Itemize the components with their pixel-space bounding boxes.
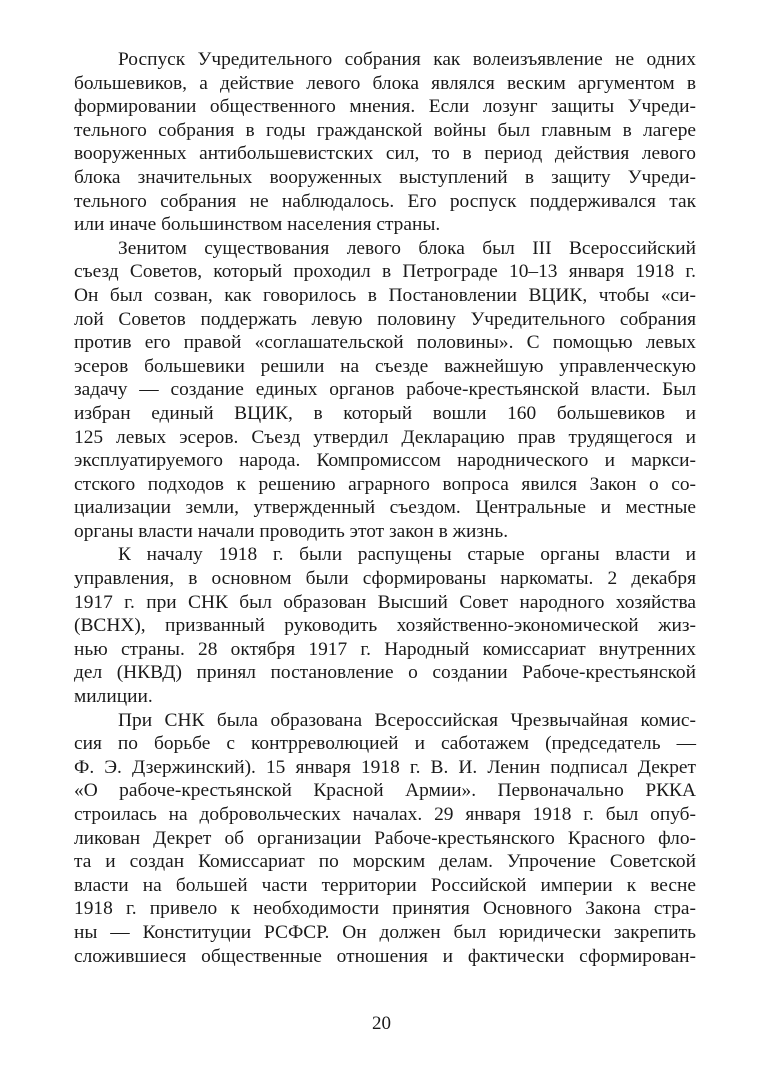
text-line: та и создан Комиссариат по морским делам. Упрочение Советской <box>74 851 696 873</box>
text-line: ны — Конституции РСФСР. Он должен был юридически закрепить <box>74 921 696 943</box>
text-line: лой Советов поддержать левую половину Учредительного собрания <box>74 308 696 330</box>
text-line: 1917 г. при СНК был образован Высший Совет народного хозяйства <box>74 591 696 613</box>
text-line: власти на большей части территории Российской империи к весне <box>74 874 696 896</box>
text-line: дел (НКВД) принял постановление о создании Рабоче-крестьянской <box>74 662 696 684</box>
text-line: Зенитом существования левого блока был III Всероссийский <box>118 237 696 259</box>
text-line: Ф. Э. Дзержинский). 15 января 1918 г. В. И. Ленин подписал Декрет <box>74 756 696 778</box>
text-line: Он был созван, как говорилось в Постановлении ВЦИК, чтобы «си- <box>74 284 696 306</box>
text-line: избран единый ВЦИК, в который вошли 160 большевиков и <box>74 402 696 424</box>
text-line: вооруженных антибольшевистских сил, то в период действия левого <box>74 143 696 165</box>
text-line: К началу 1918 г. были распущены старые органы власти и <box>118 544 696 566</box>
text-line: циализации земли, утвержденный съездом. Центральные и местные <box>74 497 696 519</box>
text-line: стского подходов к решению аграрного вопроса явился Закон о со- <box>74 473 696 495</box>
text-line: 125 левых эсеров. Съезд утвердил Декларацию прав трудящегося и <box>74 426 696 448</box>
text-line: милиции. <box>74 686 153 708</box>
text-line: эксплуатируемого народа. Компромиссом народнического и маркси- <box>74 450 696 472</box>
text-line: большевиков, а действие левого блока являлся веским аргументом в <box>74 72 696 94</box>
text-line: формировании общественного мнения. Если лозунг защиты Учреди- <box>74 96 696 118</box>
text-line: ликован Декрет об организации Рабоче-крестьянского Красного фло- <box>74 827 696 849</box>
text-line: против его правой «соглашательской половины». С помощью левых <box>74 332 696 354</box>
text-line: тельного собрания не наблюдалось. Его роспуск поддерживался так <box>74 190 696 212</box>
text-line: Роспуск Учредительного собрания как волеизъявление не одних <box>118 49 696 70</box>
text-line: (ВСНХ), призванный руководить хозяйственно-экономической жиз- <box>74 615 696 637</box>
body-text <box>74 48 696 968</box>
text-line: «О рабоче-крестьянской Красной Армии». Первоначально РККА <box>74 780 696 802</box>
text-line: сия по борьбе с контрреволюцией и саботажем (председатель — <box>74 733 696 755</box>
text-line: При СНК была образована Всероссийская Чрезвычайная комис- <box>118 709 696 731</box>
text-line: управления, в основном были сформированы наркоматы. 2 декабря <box>74 568 696 590</box>
text-line: нью страны. 28 октября 1917 г. Народный комиссариат внутренних <box>74 638 696 660</box>
text-line: 1918 г. привело к необходимости принятия Основного Закона стра- <box>74 898 696 920</box>
text-line: или иначе большинством населения страны. <box>74 214 441 236</box>
text-line: органы власти начали проводить этот закон в жизнь. <box>74 520 509 542</box>
text-line: строилась на добровольческих началах. 29 января 1918 г. был опуб- <box>74 804 696 825</box>
text-line: эсеров большевики решили на съезде важнейшую управленческую <box>74 355 696 377</box>
text-line: тельного собрания в годы гражданской войны был главным в лагере <box>74 119 696 141</box>
text-line: задачу — создание единых органов рабоче-крестьянской власти. Был <box>74 379 696 401</box>
text-line: блока значительных вооруженных выступлений в защиту Учреди- <box>74 166 696 188</box>
text-line: сложившиеся общественные отношения и фактически сформирован- <box>74 945 696 967</box>
page-number: 20 <box>372 1013 391 1034</box>
text-line: съезд Советов, который проходил в Петрограде 10–13 января 1918 г. <box>74 261 696 283</box>
